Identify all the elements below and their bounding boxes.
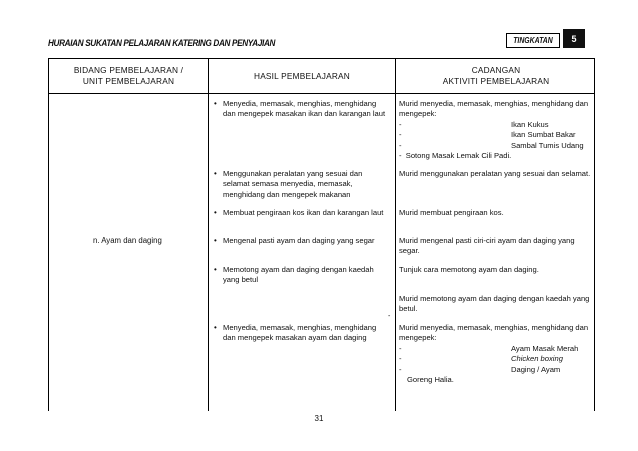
dash: - bbox=[399, 364, 402, 374]
cadangan-list-item bbox=[399, 344, 595, 354]
bullet-icon: • bbox=[214, 236, 217, 245]
dash: - bbox=[399, 140, 402, 150]
cadangan-list-item bbox=[399, 141, 595, 151]
dash: - bbox=[399, 354, 402, 364]
document-title: HURAIAN SUKATAN PELAJARAN KATERING DAN PENYAJIAN bbox=[48, 38, 276, 49]
unit-label: n. Ayam dan daging bbox=[93, 236, 162, 245]
cadangan-item-text: Ikan Kukus bbox=[511, 119, 549, 129]
dash: - bbox=[399, 130, 402, 140]
bullet-icon: • bbox=[214, 99, 217, 108]
dash: - bbox=[399, 151, 402, 161]
cadangan-text: Murid menyedia, memasak, menghias, menghidang dan mengepek: bbox=[399, 323, 589, 343]
hasil-item bbox=[209, 169, 389, 200]
cadangan-list-item bbox=[399, 130, 595, 140]
hasil-text: Membuat pengiraan kos ikan dan karangan laut bbox=[223, 208, 384, 217]
bullet-icon: • bbox=[214, 208, 217, 217]
cadangan-block-2: Murid menggunakan peralatan yang sesuai dan selamat. bbox=[399, 169, 591, 178]
header-cadangan-line1: CADANGAN bbox=[471, 65, 521, 75]
page-number: 31 bbox=[314, 414, 324, 423]
tingkatan-label: TINGKATAN bbox=[513, 36, 553, 45]
dash: - bbox=[399, 343, 402, 353]
cadangan-list-item bbox=[399, 354, 595, 364]
cadangan-item-text: Ikan Sumbat Bakar bbox=[511, 130, 576, 140]
cadangan-list-item bbox=[399, 120, 595, 130]
hasil-item bbox=[209, 265, 389, 286]
cadangan-block-4: Murid mengenal pasti ciri-ciri ayam dan daging yang segar. bbox=[399, 236, 575, 256]
hasil-text: Menyedia, memasak, menghias, menghidang dan mengepek masakan ayam dan daging bbox=[223, 323, 377, 343]
hasil-item bbox=[209, 208, 389, 218]
header-divider bbox=[49, 93, 594, 94]
cadangan-item-text: Goreng Halia. bbox=[407, 375, 454, 385]
header-cadangan-line2: AKTIVITI PEMBELAJARAN bbox=[442, 76, 550, 86]
cadangan-item-text: Ayam Masak Merah bbox=[511, 343, 579, 353]
hasil-text: Menggunakan peralatan yang sesuai dan selamat semasa menyedia, memasak, menghidang dan mengepek makanan bbox=[223, 169, 363, 199]
cadangan-item-text: Daging / Ayam bbox=[511, 364, 561, 374]
cadangan-list-item bbox=[399, 365, 595, 375]
cadangan-text: Murid menyedia, memasak, menghias, menghidang dan mengepek: bbox=[399, 99, 589, 119]
header-hasil: HASIL PEMBELAJARAN bbox=[254, 70, 350, 81]
cadangan-list-item bbox=[399, 151, 595, 161]
header-cadangan bbox=[396, 59, 596, 93]
cadangan-block-7 bbox=[399, 323, 595, 385]
hasil-item bbox=[209, 99, 389, 120]
hasil-text: Mengenal pasti ayam dan daging yang segar bbox=[223, 236, 375, 245]
cadangan-block-6: Murid memotong ayam dan daging dengan kaedah yang betul. bbox=[399, 294, 590, 314]
bullet-icon: • bbox=[214, 169, 217, 178]
level-badge: 5 bbox=[563, 29, 585, 48]
cadangan-block-5: Tunjuk cara memotong ayam dan daging. bbox=[399, 265, 539, 274]
cadangan-block-3: Murid membuat pengiraan kos. bbox=[399, 208, 504, 217]
hasil-text: Menyedia, memasak, menghias, menghidang dan mengepek masakan ikan dan karangan laut bbox=[223, 99, 386, 119]
cadangan-block-1 bbox=[399, 99, 595, 161]
header-bidang-line2: UNIT PEMBELAJARAN bbox=[82, 76, 175, 86]
header-bidang bbox=[49, 59, 208, 93]
stray-dash: - bbox=[388, 313, 391, 320]
hasil-item bbox=[209, 236, 389, 246]
cadangan-item-text: Sambal Tumis Udang bbox=[511, 140, 584, 150]
bullet-icon: • bbox=[214, 265, 217, 274]
cadangan-item-text: Sotong Masak Lemak Cili Padi. bbox=[405, 151, 512, 161]
dash: - bbox=[399, 119, 402, 129]
column-divider bbox=[395, 59, 396, 411]
syllabus-table bbox=[48, 58, 595, 411]
hasil-text: Memotong ayam dan daging dengan kaedah yang betul bbox=[223, 265, 374, 285]
bullet-icon: • bbox=[214, 323, 217, 332]
header-bidang-line1: BIDANG PEMBELAJARAN / bbox=[73, 65, 184, 75]
hasil-item bbox=[209, 323, 389, 344]
cadangan-item-text: Chicken boxing bbox=[511, 354, 563, 364]
tingkatan-label-box bbox=[506, 33, 560, 48]
